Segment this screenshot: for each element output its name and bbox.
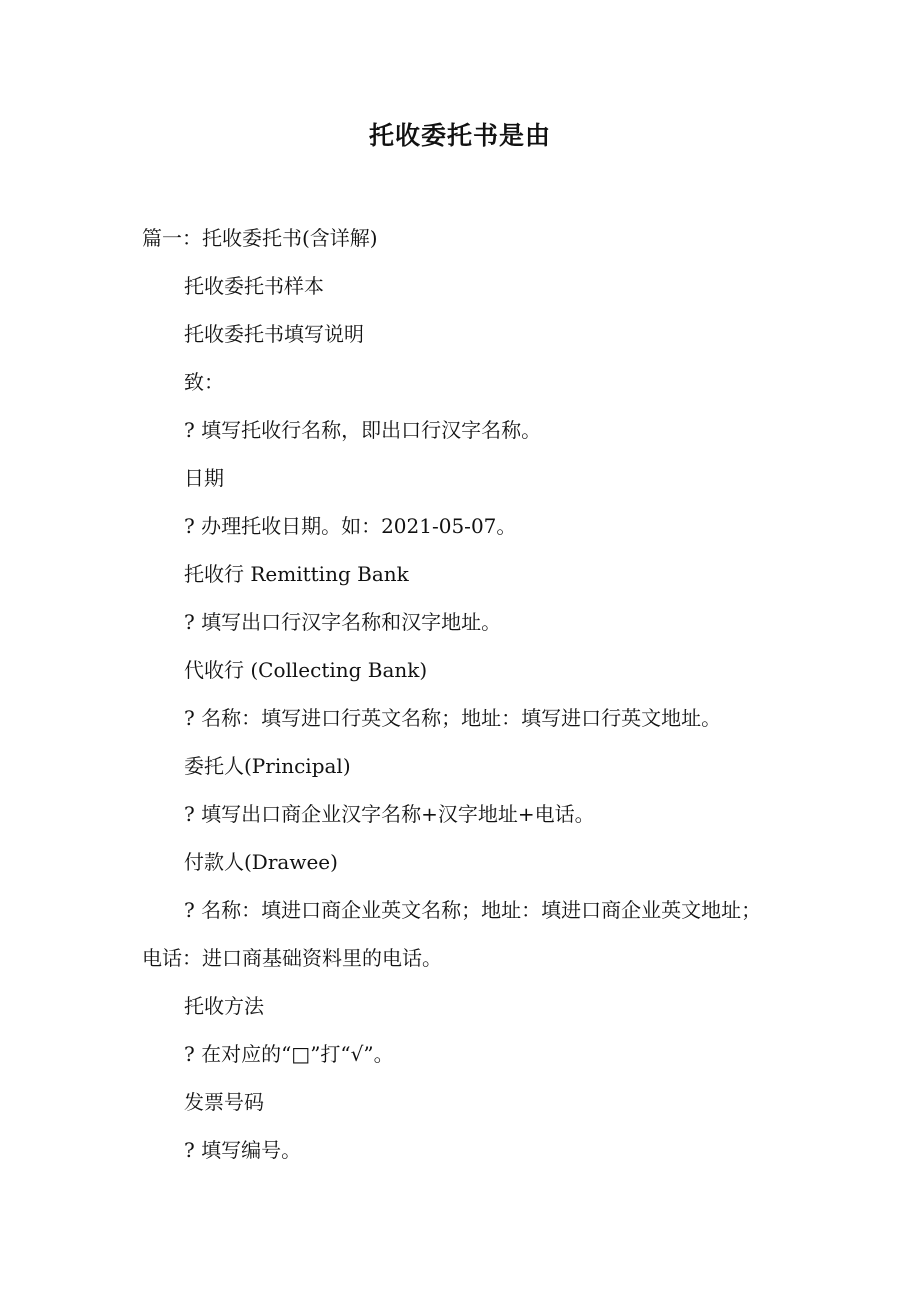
document-title: 托收委托书是由 (368, 121, 551, 150)
field-note-drawee (142, 886, 792, 982)
field-label-collection-method: 托收方法 (184, 994, 264, 1018)
field-note-collection-method: ? 在对应的“□”打“√”。 (184, 1042, 394, 1066)
field-label-date: 日期 (184, 466, 224, 490)
field-label-collecting-bank: 代收行 (Collecting Bank) (184, 658, 428, 682)
field-note-drawee-line-2: 电话：进口商基础资料里的电话。 (142, 946, 442, 970)
section-heading: 篇一：托收委托书(含详解) (142, 226, 378, 250)
field-note-remitting-bank: ? 填写出口行汉字名称和汉字地址。 (184, 610, 502, 634)
sample-heading: 托收委托书样本 (184, 274, 324, 298)
field-note-date: ? 办理托收日期。如：2021-05-07。 (184, 514, 517, 538)
field-note-drawee-line-1: ? 名称：填进口商企业英文名称；地址：填进口商企业英文地址； (184, 898, 762, 922)
field-note-principal: ? 填写出口商企业汉字名称+汉字地址+电话。 (184, 802, 595, 826)
field-note-to: ? 填写托收行名称，即出口行汉字名称。 (184, 418, 542, 442)
field-label-principal: 委托人(Principal) (184, 754, 351, 778)
field-label-remitting-bank: 托收行 Remitting Bank (184, 562, 409, 586)
field-label-invoice-number: 发票号码 (184, 1090, 264, 1114)
field-note-collecting-bank: ? 名称：填写进口行英文名称；地址：填写进口行英文地址。 (184, 706, 722, 730)
field-label-drawee: 付款人(Drawee) (184, 850, 338, 874)
field-label-to: 致： (184, 370, 224, 394)
document-body (142, 214, 792, 1174)
field-note-invoice-number: ? 填写编号。 (184, 1138, 302, 1162)
instructions-heading: 托收委托书填写说明 (184, 322, 364, 346)
